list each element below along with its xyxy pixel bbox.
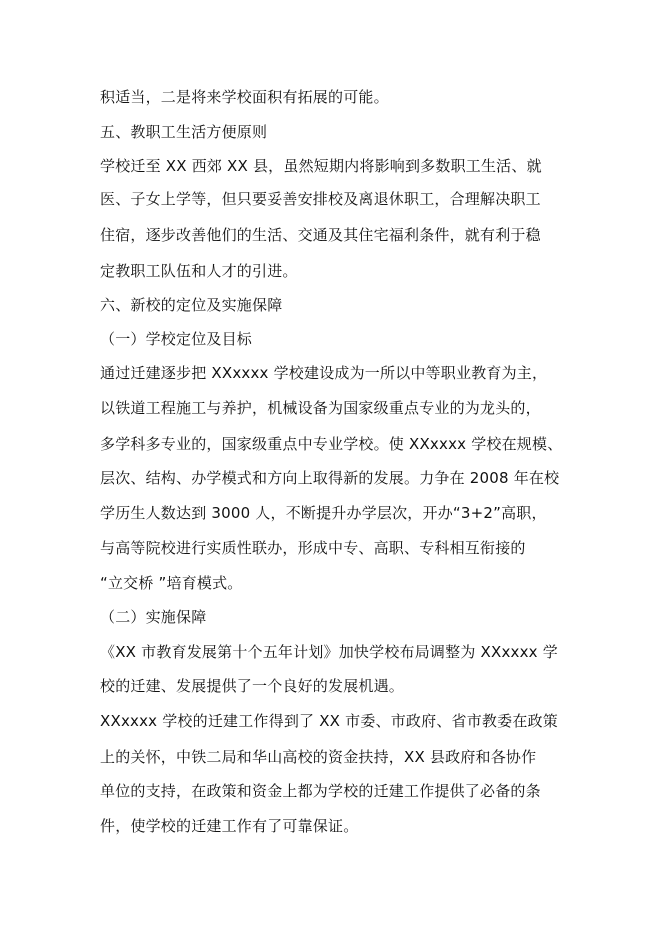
paragraph-line: 以铁道工程施工与养护，机械设备为国家级重点专业的为龙头的， <box>100 399 541 417</box>
paragraph-line: XXxxxx 学校的迁建工作得到了 XX 市委、市政府、省市教委在政策 <box>100 712 558 730</box>
paragraph-line: 积适当，二是将来学校面积有拓展的可能。 <box>100 88 389 106</box>
paragraph-line: 医、子女上学等，但只要妥善安排校及离退休职工，合理解决职工 <box>100 190 541 208</box>
paragraph-line: 学历生人数达到 3000 人，不断提升办学层次，开办“3+2”高职， <box>100 504 547 522</box>
paragraph-line: 多学科多专业的，国家级重点中专业学校。使 XXxxxx 学校在规模、 <box>100 435 563 453</box>
paragraph-line: 与高等院校进行实质性联办，形成中专、高职、专科相互衔接的 <box>100 539 526 557</box>
paragraph-line: 层次、结构、办学模式和方向上取得新的发展。力争在 2008 年在校 <box>100 469 560 487</box>
subsection-heading: （二）实施保障 <box>100 608 207 626</box>
paragraph-line: “立交桥 ”培育模式。 <box>100 574 243 592</box>
paragraph-line: 住宿，逐步改善他们的生活、交通及其住宅福利条件，就有利于稳 <box>100 226 541 244</box>
paragraph-line: 单位的支持，在政策和资金上都为学校的迁建工作提供了必备的条 <box>100 782 541 800</box>
paragraph-line: 《XX 市教育发展第十个五年计划》加快学校布局调整为 XXxxxx 学 <box>100 643 558 661</box>
paragraph-line: 校的迁建、发展提供了一个良好的发展机遇。 <box>100 677 405 695</box>
section-heading: 五、教职工生活方便原则 <box>100 123 268 141</box>
subsection-heading: （一）学校定位及目标 <box>100 330 253 348</box>
paragraph-line: 上的关怀，中铁二局和华山高校的资金扶持，XX 县政府和各协作 <box>100 748 537 766</box>
paragraph-line: 件，使学校的迁建工作有了可靠保证。 <box>100 817 359 835</box>
section-heading: 六、新校的定位及实施保障 <box>100 296 283 314</box>
paragraph-line: 通过迁建逐步把 XXxxxx 学校建设成为一所以中等职业教育为主， <box>100 364 548 382</box>
paragraph-line: 定教职工队伍和人才的引进。 <box>100 262 298 280</box>
paragraph-line: 学校迁至 XX 西郊 XX 县，虽然短期内将影响到多数职工生活、就 <box>100 157 542 175</box>
